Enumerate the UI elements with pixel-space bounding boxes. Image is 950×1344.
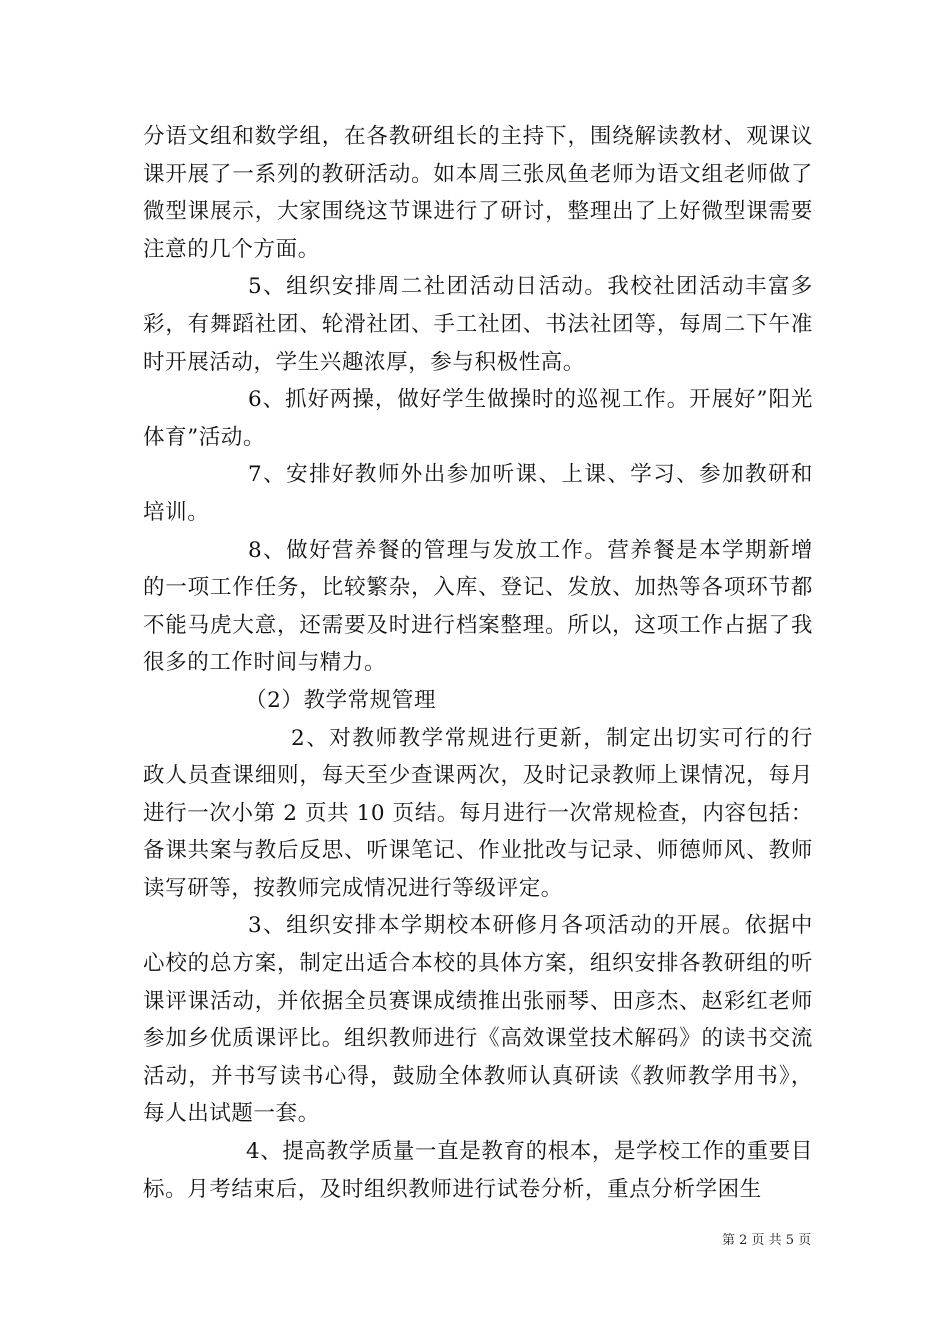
page-number-footer: 第 2 页 共 5 页 [722,1233,812,1248]
document-body [143,118,813,1208]
section-heading: （2）教学常规管理 [245,687,437,713]
paragraph-routine-2: 2、对教师教学常规进行更新，制定出切实可行的行政人员查课细则，每天至少查课两次，及时记录教师上课情况，每月进行一次小第 2 页共 10 页结。每月进行一次常规检查，内容包括：备课共案与教后反思、听课笔记、作业批改与记录、师德师风、教师读写研等，按教师完成情况进行等级评定。 [143,725,813,901]
paragraph-routine-4: 4、提高教学质量一直是教育的根本，是学校工作的重要目标。月考结束后，及时组织教师进行试卷分析，重点分析学困生 [143,1139,813,1202]
paragraph-continued: 分语文组和数学组，在各教研组长的主持下，围绕解读教材、观课议课开展了一系列的教研活动。如本周三张凤鱼老师为语文组老师做了微型课展示，大家围绕这节课进行了研讨，整理出了上好微型课需要注意的几个方面。 [143,124,813,262]
paragraph-routine-3: 3、组织安排本学期校本研修月各项活动的开展。依据中心校的总方案，制定出适合本校的具体方案，组织安排各教研组的听课评课活动，并依据全员赛课成绩推出张丽琴、田彦杰、赵彩红老师参加乡优质课评比。组织教师进行《高效课堂技术解码》的读书交流活动，并书写读书心得，鼓励全体教师认真研读《教师教学用书》，每人出试题一套。 [143,913,813,1127]
paragraph-item-5: 5、组织安排周二社团活动日活动。我校社团活动丰富多彩，有舞蹈社团、轮滑社团、手工社团、书法社团等，每周二下午准时开展活动，学生兴趣浓厚，参与积极性高。 [143,274,813,375]
paragraph-item-8: 8、做好营养餐的管理与发放工作。营养餐是本学期新增的一项工作任务，比较繁杂，入库、登记、发放、加热等各项环节都不能马虎大意，还需要及时进行档案整理。所以，这项工作占据了我很多的工作时间与精力。 [143,537,813,676]
paragraph-item-7: 7、安排好教师外出参加听课、上课、学习、参加教研和培训。 [143,462,813,525]
paragraph-item-6: 6、抓好两操，做好学生做操时的巡视工作。开展好”阳光体育”活动。 [143,387,813,450]
